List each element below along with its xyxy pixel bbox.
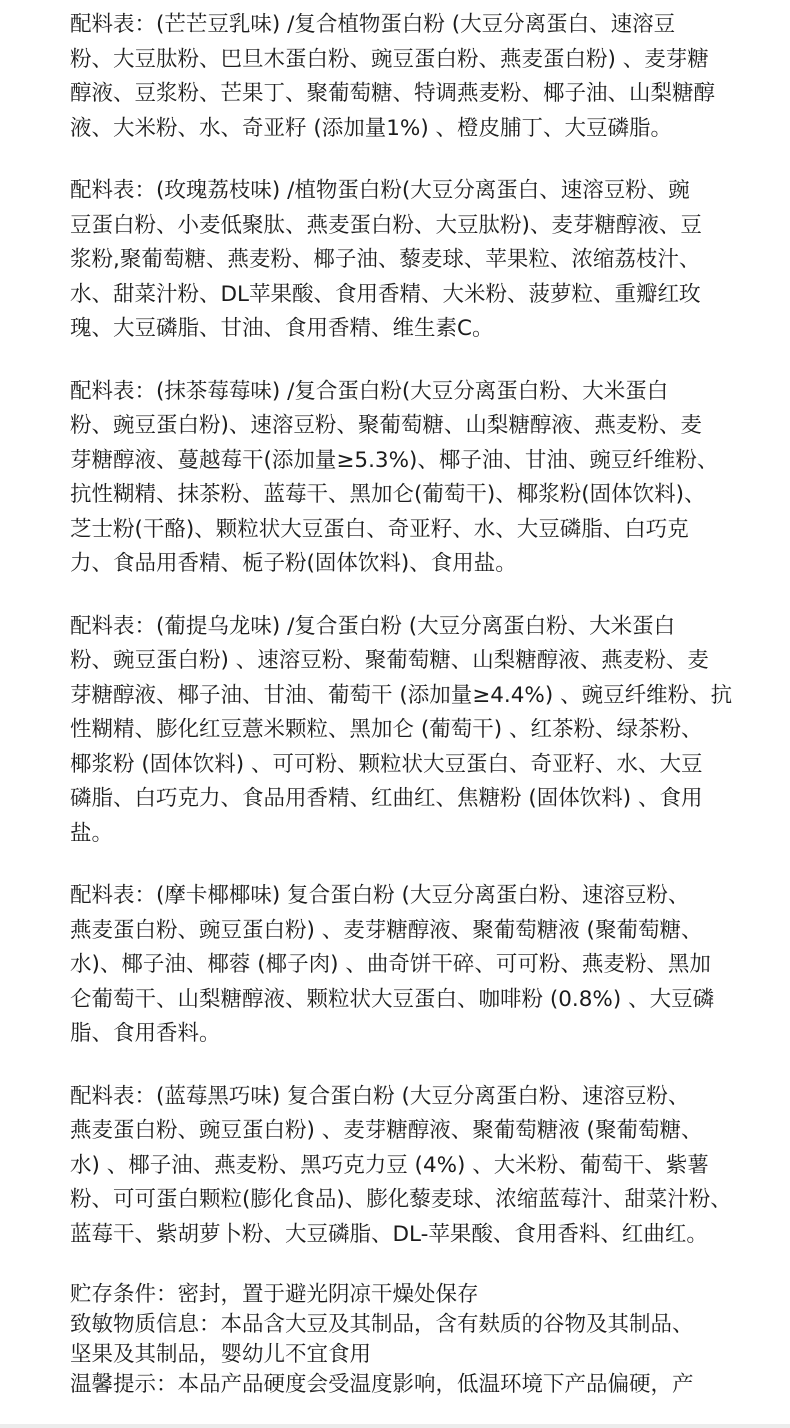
ingredient-section-matcha-berry — [70, 375, 724, 582]
ingredient-section-rose-lychee — [70, 174, 724, 347]
text-line: 粉、大豆肽粉、巴旦木蛋白粉、豌豆蛋白粉、燕麦蛋白粉) 、麦芽糖 — [70, 46, 709, 72]
text-line: 燕麦蛋白粉、豌豆蛋白粉) 、麦芽糖醇液、聚葡萄糖液 (聚葡萄糖、 — [70, 1118, 703, 1143]
ingredient-section-grape-oolong — [70, 610, 733, 852]
text-line: 力、食品用香精、栀子粉(固体饮料)、食用盐。 — [70, 551, 517, 576]
text-line: 芽糖醇液、蔓越莓干(添加量≥5.3%)、椰子油、甘油、豌豆纤维粉、 — [70, 447, 719, 473]
text-line: 瑰、大豆磷脂、甘油、食用香精、维生素C。 — [70, 316, 494, 341]
text-line: 盐。 — [70, 820, 114, 846]
text-line: 仑葡萄干、山梨糖醇液、颗粒状大豆蛋白、咖啡粉 (0.8%) 、大豆磷 — [70, 986, 715, 1012]
text-line: 椰浆粉 (固体饮料) 、可可粉、颗粒状大豆蛋白、奇亚籽、水、大豆 — [70, 751, 703, 777]
text-line: 蓝莓干、紫胡萝卜粉、大豆磷脂、DL-苹果酸、食用香料、红曲红。 — [70, 1221, 708, 1247]
text-line: 粉、豌豆蛋白粉)、速溶豆粉、聚葡萄糖、山梨糖醇液、燕麦粉、麦 — [70, 413, 702, 438]
text-line: 配料表：(蓝莓黑巧味) 复合蛋白粉 (大豆分离蛋白粉、速溶豆粉、 — [70, 1083, 690, 1109]
text-line: 抗性糊精、抹茶粉、蓝莓干、黑加仑(葡萄干)、椰浆粉(固体饮料)、 — [70, 482, 706, 507]
text-line: 脂、食用香料。 — [70, 1021, 221, 1046]
ingredient-section-blueberry-dark-chocolate — [70, 1080, 732, 1253]
text-line: 配料表：(葡提乌龙味) /复合蛋白粉 (大豆分离蛋白粉、大米蛋白 — [70, 613, 676, 639]
storage-and-allergen-info — [70, 1280, 724, 1400]
text-line: 配料表：(摩卡椰椰味) 复合蛋白粉 (大豆分离蛋白粉、速溶豆粉、 — [70, 883, 690, 908]
text-line: 液、大米粉、水、奇亚籽 (添加量1%) 、橙皮脯丁、大豆磷脂。 — [70, 115, 673, 141]
ingredient-text-content — [70, 8, 733, 1400]
text-line: 配料表：(芒芒豆乳味) /复合植物蛋白粉 (大豆分离蛋白、速溶豆 — [70, 12, 676, 37]
allergen-info: 致敏物质信息：本品含大豆及其制品，含有麸质的谷物及其制品、 — [70, 1312, 694, 1337]
text-line: 芽糖醇液、椰子油、甘油、葡萄干 (添加量≥4.4%) 、豌豆纤维粉、抗 — [70, 682, 733, 708]
text-line: 水) 、椰子油、燕麦粉、黑巧克力豆 (4%) 、大米粉、葡萄干、紫薯 — [70, 1152, 709, 1178]
text-line: 水、甜菜汁粉、DL苹果酸、食用香精、大米粉、菠萝粒、重瓣红玫 — [70, 281, 701, 307]
text-line: 配料表：(抹茶莓莓味) /复合蛋白粉(大豆分离蛋白粉、大米蛋白 — [70, 378, 669, 404]
text-line: 粉、可可蛋白颗粒(膨化食品)、膨化藜麦球、浓缩蓝莓汁、甜菜汁粉、 — [70, 1187, 732, 1212]
text-line: 磷脂、白巧克力、食品用香精、红曲红、焦糖粉 (固体饮料) 、食用 — [70, 786, 703, 811]
text-line: 豆蛋白粉、小麦低聚肽、燕麦蛋白粉、大豆肽粉)、麦芽糖醇液、豆 — [70, 212, 702, 238]
ingredient-section-mocha-coconut — [70, 879, 724, 1052]
warm-tip: 温馨提示：本品产品硬度会受温度影响，低温环境下产品偏硬，产 — [70, 1372, 694, 1397]
ingredient-section-mango-soy-milk — [70, 8, 724, 146]
storage-conditions: 贮存条件：密封，置于避光阴凉干燥处保存 — [70, 1282, 479, 1307]
bottom-divider — [0, 1424, 790, 1428]
allergen-info-continued: 坚果及其制品，婴幼儿不宜食用 — [70, 1342, 372, 1367]
text-line: 醇液、豆浆粉、芒果丁、聚葡萄糖、特调燕麦粉、椰子油、山梨糖醇 — [70, 81, 716, 106]
text-line: 粉、豌豆蛋白粉) 、速溶豆粉、聚葡萄糖、山梨糖醇液、燕麦粉、麦 — [70, 648, 709, 673]
text-line: 燕麦蛋白粉、豌豆蛋白粉) 、麦芽糖醇液、聚葡萄糖液 (聚葡萄糖、 — [70, 917, 703, 943]
text-line: 芝士粉(干酪)、颗粒状大豆蛋白、奇亚籽、水、大豆磷脂、白巧克 — [70, 516, 689, 542]
text-line: 浆粉,聚葡萄糖、燕麦粉、椰子油、藜麦球、苹果粒、浓缩荔枝汁、 — [70, 247, 701, 272]
text-line: 水)、椰子油、椰蓉 (椰子肉) 、曲奇饼干碎、可可粉、燕麦粉、黑加 — [70, 952, 711, 977]
text-line: 配料表：(玫瑰荔枝味) /植物蛋白粉(大豆分离蛋白、速溶豆粉、豌 — [70, 178, 690, 203]
text-line: 性糊精、膨化红豆薏米颗粒、黑加仑 (葡萄干) 、红茶粉、绿茶粉、 — [70, 717, 703, 742]
